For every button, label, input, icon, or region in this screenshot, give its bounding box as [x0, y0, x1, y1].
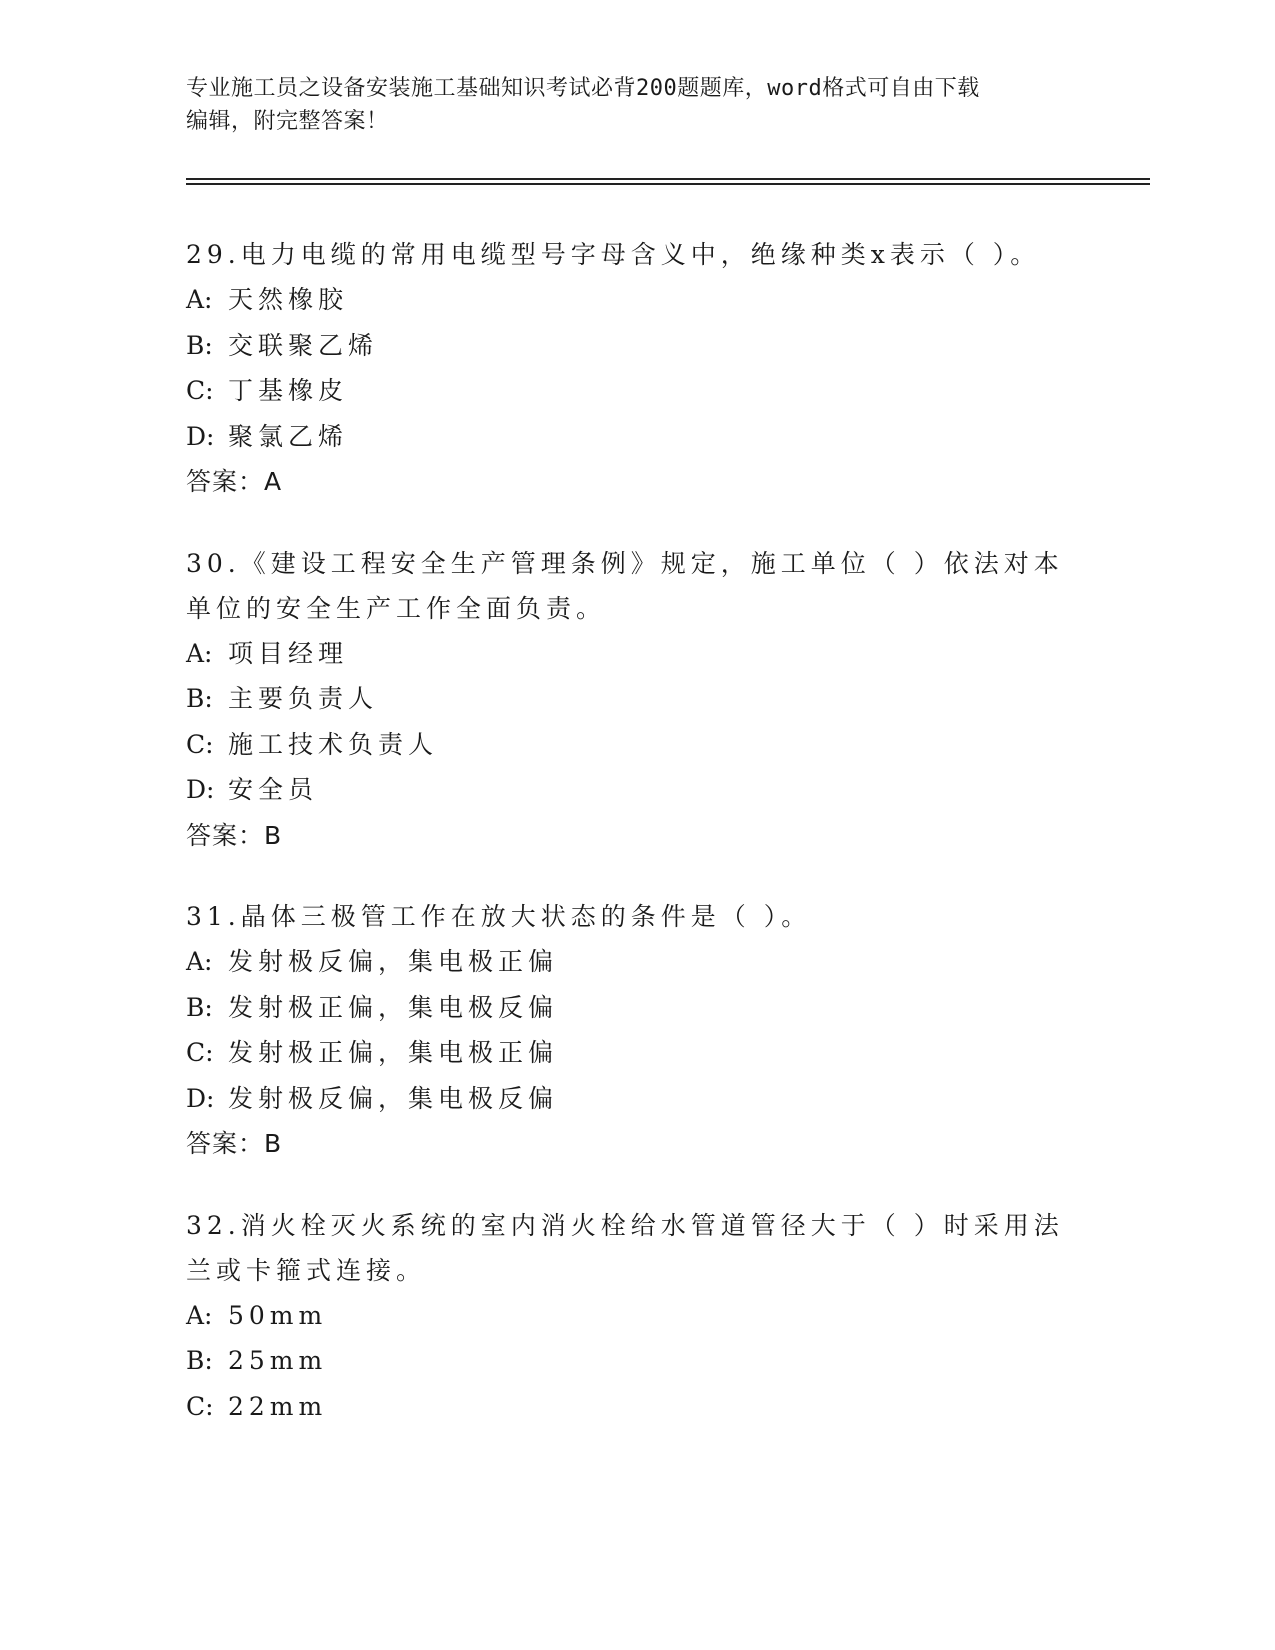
document-header [186, 72, 1066, 138]
header-title-line-2: 编辑，附完整答案！ [186, 109, 389, 134]
option-text: 50mm [228, 1300, 328, 1330]
option-letter: B: [186, 330, 213, 360]
option-text: 项目经理 [228, 638, 349, 668]
option-text: 发射极反偏，集电极正偏 [228, 947, 559, 976]
option-letter: D: [186, 421, 215, 451]
option-letter: C: [186, 376, 214, 405]
option-letter: D: [186, 775, 215, 804]
question-30 [186, 541, 1086, 859]
question-text: 29.电力电缆的常用电缆型号字母含义中，绝缘种类x表示（ ）。 [186, 240, 1041, 269]
option-b [186, 985, 1086, 1031]
header-divider-bottom [186, 183, 1150, 185]
option-b [186, 676, 1086, 722]
option-letter: B: [186, 1346, 213, 1375]
question-29 [186, 232, 1086, 505]
option-text: 25mm [228, 1346, 328, 1375]
option-c [186, 1030, 1086, 1076]
header-divider-top [186, 178, 1150, 180]
option-text: 丁基橡皮 [228, 376, 349, 405]
answer-line: 答案：B [186, 820, 283, 850]
question-32 [186, 1203, 1086, 1430]
option-letter: A: [186, 285, 213, 314]
option-text: 聚氯乙烯 [228, 421, 349, 451]
question-text: 32.消火栓灭火系统的室内消火栓给水管道管径大于（ ）时采用法兰或卡箍式连接。 [186, 1210, 1064, 1285]
option-text: 发射极正偏，集电极正偏 [228, 1038, 559, 1067]
question-text: 30.《建设工程安全生产管理条例》规定，施工单位（ ）依法对本单位的安全生产工作全面负责。 [186, 548, 1064, 623]
option-d [186, 1076, 1086, 1122]
option-b [186, 1338, 1086, 1384]
option-letter: D: [186, 1083, 215, 1113]
option-d [186, 414, 1086, 460]
option-a [186, 1293, 1086, 1339]
answer-line: 答案：A [186, 467, 283, 496]
option-text: 主要负责人 [228, 684, 379, 713]
option-c [186, 368, 1086, 414]
option-letter: A: [186, 947, 213, 976]
option-text: 安全员 [228, 775, 319, 804]
option-d [186, 767, 1086, 813]
option-text: 22mm [228, 1391, 328, 1421]
option-text: 天然橡胶 [228, 285, 349, 314]
option-letter: B: [186, 992, 213, 1022]
option-text: 施工技术负责人 [228, 729, 439, 759]
option-a [186, 939, 1086, 985]
question-list [186, 232, 1086, 1465]
option-c [186, 722, 1086, 768]
option-letter: A: [186, 1300, 213, 1330]
option-letter: C: [186, 1038, 214, 1067]
option-a [186, 631, 1086, 677]
question-31 [186, 894, 1086, 1167]
option-letter: C: [186, 1391, 214, 1421]
header-title-line-1: 专业施工员之设备安装施工基础知识考试必背200题题库，word格式可自由下载 [186, 76, 980, 101]
option-letter: B: [186, 684, 213, 713]
option-a [186, 277, 1086, 323]
option-b [186, 323, 1086, 369]
option-text: 发射极反偏，集电极反偏 [228, 1083, 559, 1113]
option-letter: A: [186, 638, 213, 668]
question-text: 31.晶体三极管工作在放大状态的条件是（ ）。 [186, 902, 812, 931]
answer-line: 答案：B [186, 1129, 283, 1158]
option-letter: C: [186, 729, 214, 759]
option-text: 交联聚乙烯 [228, 330, 379, 360]
option-c [186, 1384, 1086, 1430]
option-text: 发射极正偏，集电极反偏 [228, 992, 559, 1022]
